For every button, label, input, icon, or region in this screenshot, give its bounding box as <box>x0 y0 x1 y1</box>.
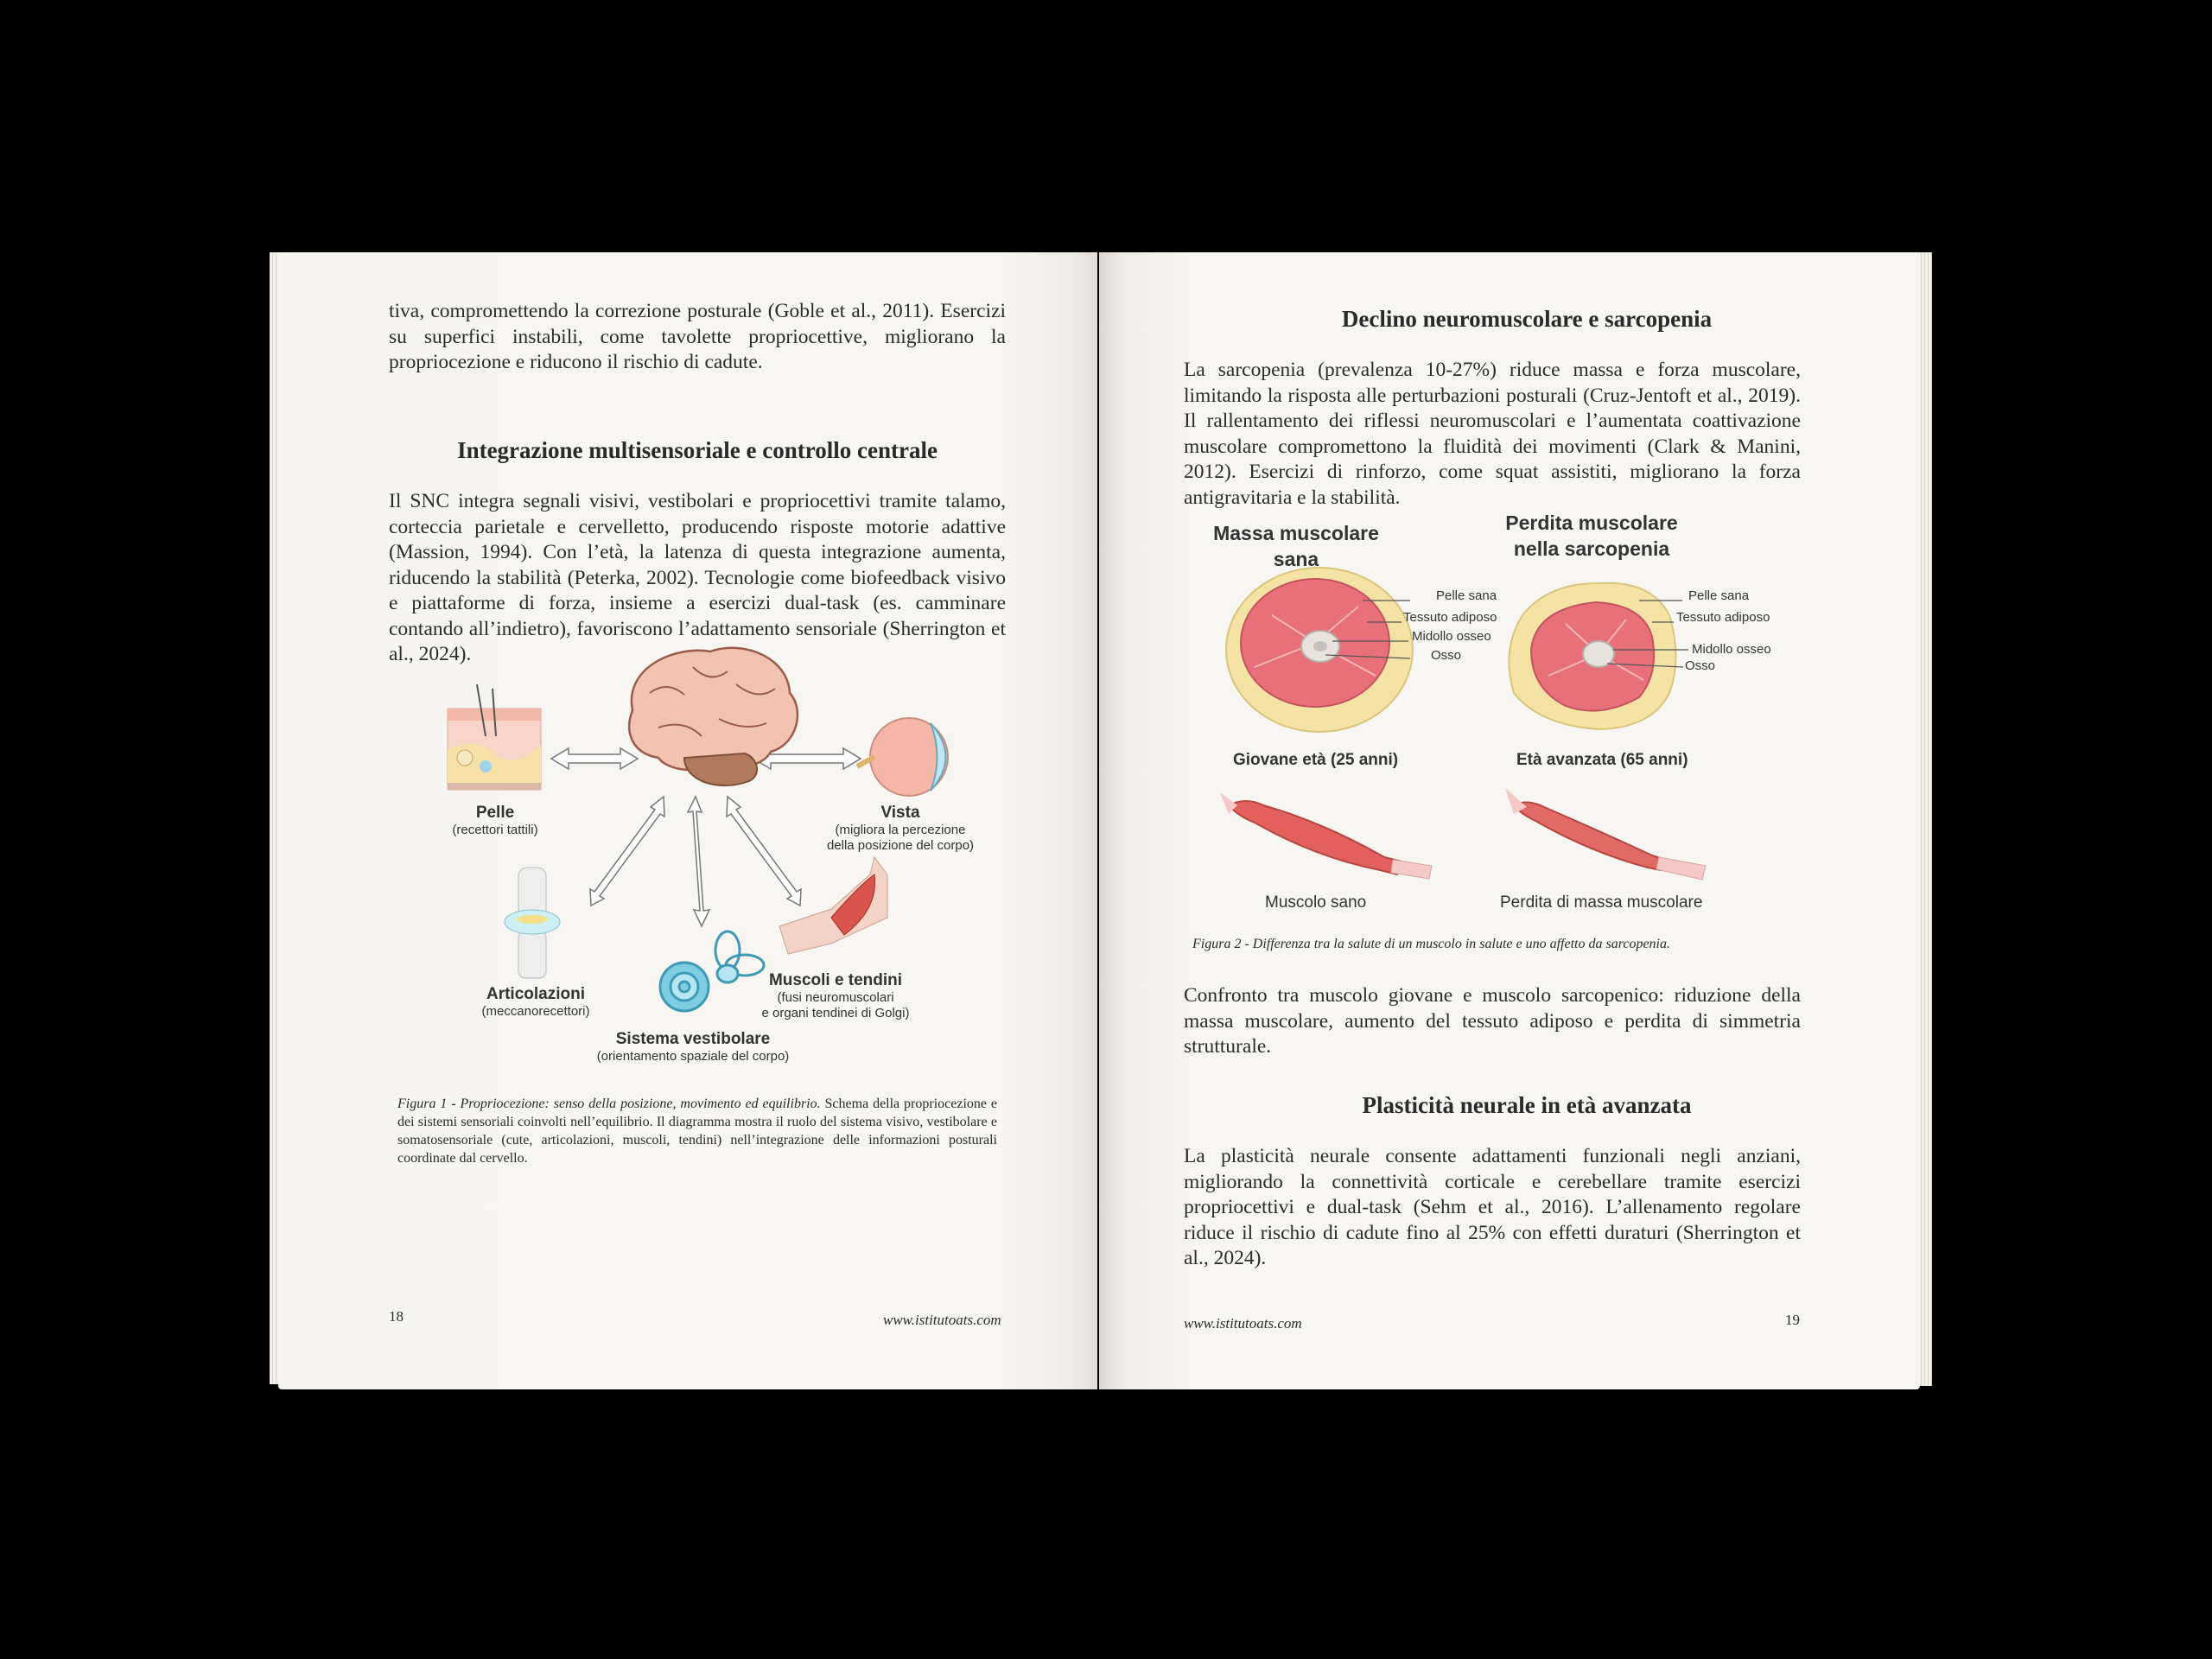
healthy-muscle-cross-section-icon <box>1226 568 1413 732</box>
footer-url: www.istitutoats.com <box>1184 1315 1302 1332</box>
label-osso-right: Osso <box>1685 658 1716 673</box>
sarcopenia-paragraph: La sarcopenia (prevalenza 10-27%) riduce massa e forza muscolare, limitando la risposta alle perturbazioni posturali (Cruz-Jentoft et al., 2019). Il rallentamento dei riflessi neuromuscolari e l’aumentata coattivazione muscolare compromettono la fluidità dei movimenti (Clark & Manini, 2012). Esercizi di rinforzo, come squat assistiti, migliorano la forza antigravitaria e la stabilità. <box>1184 359 1801 509</box>
knee-joint-icon <box>505 868 560 978</box>
label-pelle-sana-left: Pelle sana <box>1436 588 1497 603</box>
muscle-loss-label: Perdita di massa muscolare <box>1500 893 1703 912</box>
brain-icon <box>629 648 798 785</box>
plasticity-paragraph: La plasticità neurale consente adattamenti funzionali negli anziani, migliorando la connettività corticale e cerebellare tramite esercizi propriocettivi e dual-task (Sehm et al., 2016). L’allenamento regolare riduce il rischio di cadute fino al 25% con effetti duraturi (Sherrington et al., 2024). <box>1184 1145 1801 1269</box>
arm-muscle-icon <box>779 857 887 954</box>
figure-2-right-title: Perdita muscolare nella sarcopenia <box>1505 512 1678 560</box>
body-paragraph: Il SNC integra segnali visivi, vestibolari e propriocettivi tramite talamo, corteccia parietale e cervelletto, producendo risposte motorie adattive (Massion, 1994). Con l’età, la latenza di questa integrazione aumenta, riducendo la stabilità (Peterka, 2002). Tecnologie come biofeedback visivo e piattaforme di forza, insieme a esercizi dual-task (es. camminare contando all’indietro), favoriscono l’adattamento sensoriale (Sherrington et al., 2024). <box>389 490 1006 665</box>
section-heading-plasticity: Plasticità neurale in età avanzata <box>1362 1092 1692 1118</box>
page-number: 19 <box>1785 1312 1800 1328</box>
section-heading: Integrazione multisensoriale e controllo centrale <box>457 437 938 463</box>
left-page <box>278 252 1097 1389</box>
label-midollo-left: Midollo osseo <box>1412 629 1491 644</box>
muscles-label: Muscoli e tendini (fusi neuromuscolari e organi tendinei di Golgi) <box>761 971 910 1020</box>
right-page <box>1099 252 1920 1389</box>
comparison-paragraph: Confronto tra muscolo giovane e muscolo sarcopenico: riduzione della massa muscolare, aumento del tessuto adiposo e perdita di simmetria strutturale. <box>1184 984 1801 1058</box>
left-age-label: Giovane età (25 anni) <box>1233 751 1399 769</box>
skin-icon <box>448 684 541 790</box>
healthy-muscle-label: Muscolo sano <box>1265 893 1367 912</box>
sarcopenic-muscle-cross-section-icon <box>1509 583 1688 729</box>
arrow-brain-joints-2 <box>590 797 664 906</box>
vision-label: Vista (migliora la percezione della posizione del corpo) <box>826 804 975 853</box>
figure-2-left-title: Massa muscolare sana <box>1213 522 1379 570</box>
label-tessuto-left: Tessuto adiposo <box>1403 610 1497 625</box>
arrow-brain-muscles <box>727 797 801 906</box>
arrow-skin-brain <box>551 748 638 769</box>
figure-2-caption: Figura 2 - Differenza tra la salute di un muscolo in salute e uno affetto da sarcopenia. <box>1192 937 1670 951</box>
eye-icon <box>857 718 948 796</box>
label-midollo-right: Midollo osseo <box>1692 642 1771 657</box>
vestibular-label: Sistema vestibolare (orientamento spaziale del corpo) <box>596 1030 790 1064</box>
label-osso-left: Osso <box>1431 648 1462 663</box>
page-number: 18 <box>389 1308 404 1325</box>
atrophied-muscle-icon <box>1505 788 1706 880</box>
right-age-label: Età avanzata (65 anni) <box>1516 751 1688 769</box>
label-pelle-sana-right: Pelle sana <box>1688 588 1750 603</box>
joints-label: Articolazioni (meccanorecettori) <box>481 985 590 1019</box>
label-tessuto-right: Tessuto adiposo <box>1676 610 1770 625</box>
skin-label: Pelle (recettori tattili) <box>452 804 538 837</box>
intro-paragraph: tiva, compromettendo la correzione posturale (Goble et al., 2011). Esercizi su superfici instabili, come tavolette propriocettive, migliorano la propriocezione e riducono il rischio di cadute. <box>389 300 1006 373</box>
section-heading-sarcopenia: Declino neuromuscolare e sarcopenia <box>1341 306 1713 332</box>
healthy-muscle-icon <box>1220 792 1432 879</box>
footer-url: www.istitutoats.com <box>883 1312 1001 1328</box>
arrow-brain-vestibular <box>688 797 709 926</box>
figure-1-caption: Figura 1 - Propriocezione: senso della posizione, movimento ed equilibrio. Schema della propriocezione e dei sistemi sensoriali coinvolti nell’equilibrio. Il diagramma mostra il ruolo del sistema visivo, vestibolare e somatosensoriale (cute, articolazioni, muscoli, tendini) nell’integrazione delle informazioni posturali coordinate dal cervello. <box>397 1096 998 1166</box>
